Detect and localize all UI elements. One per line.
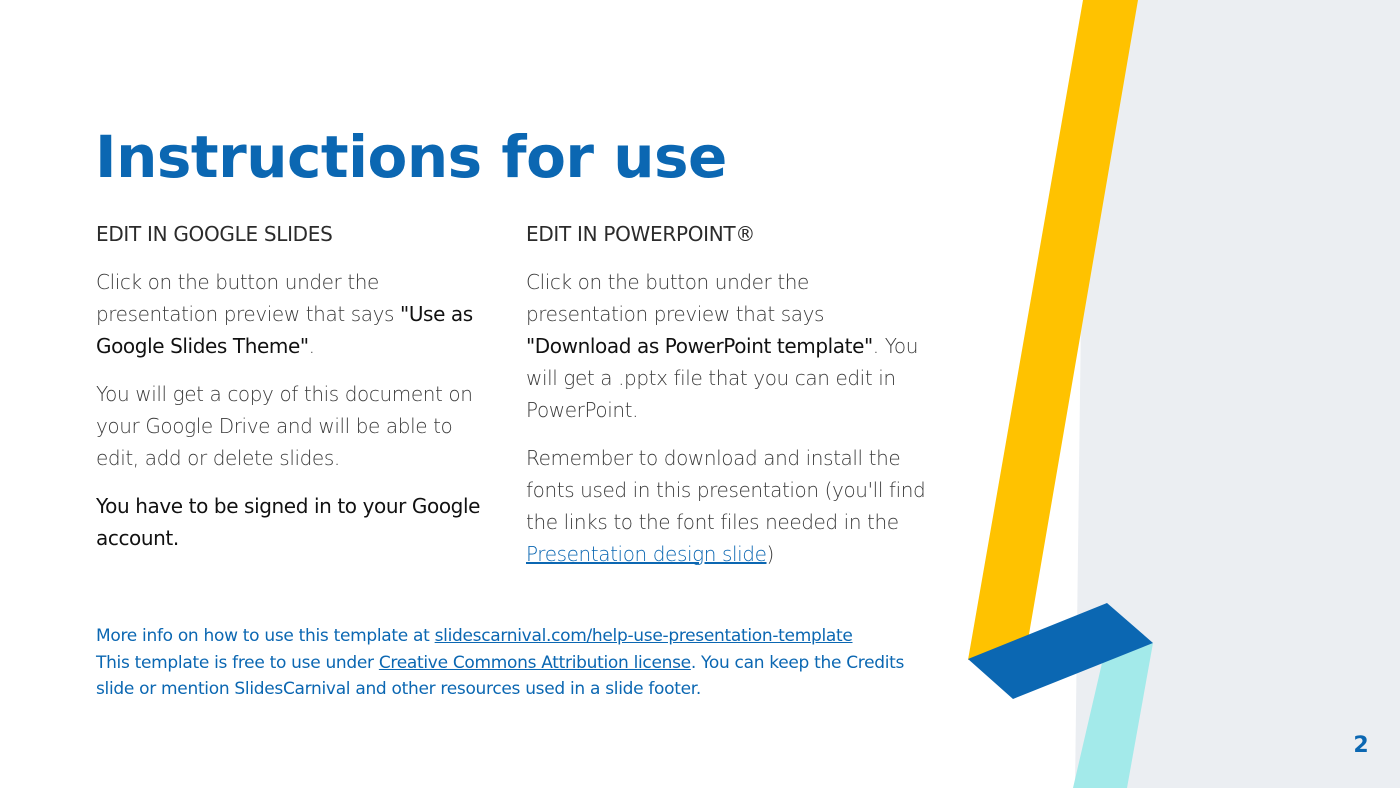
- footer-line-2-text: This template is free to use under: [96, 652, 379, 673]
- google-slides-p1-text: Click on the button under the presentation preview that says: [96, 270, 401, 326]
- presentation-design-slide-link[interactable]: Presentation design slide: [526, 542, 767, 566]
- powerpoint-p1-text: Click on the button under the presentation preview that says: [526, 270, 825, 326]
- google-slides-paragraph-3: [96, 490, 491, 554]
- powerpoint-paragraph-2: [526, 442, 926, 570]
- google-slides-paragraph-1: [96, 266, 491, 362]
- powerpoint-paragraph-1: [526, 266, 926, 426]
- google-slides-heading: EDIT IN GOOGLE SLIDES: [96, 222, 333, 246]
- powerpoint-p2-end: ): [766, 542, 774, 566]
- creative-commons-link[interactable]: Creative Commons Attribution license: [378, 652, 691, 673]
- footer-line-2: [96, 650, 916, 703]
- help-template-link[interactable]: slidescarnival.com/help-use-presentation-template: [434, 626, 853, 646]
- powerpoint-column: [526, 218, 926, 586]
- use-as-theme-emphasis: "Use as Google Slides Theme": [96, 302, 473, 358]
- powerpoint-heading: EDIT IN POWERPOINT®: [526, 222, 756, 246]
- footer-info: [96, 623, 916, 703]
- footer-line-2-end: . You can keep the Credits slide or mention SlidesCarnival and other resources used in a slide footer.: [96, 652, 905, 699]
- google-slides-paragraph-2: You will get a copy of this document on your Google Drive and will be able to edit, add or delete slides.: [96, 382, 473, 470]
- footer-line-1: [96, 623, 916, 650]
- google-slides-p1-end: .: [308, 334, 315, 358]
- slide-title: Instructions for use: [95, 123, 727, 191]
- powerpoint-p1-end: . You will get a .pptx file that you can edit in PowerPoint.: [526, 334, 918, 422]
- powerpoint-p2-text: Remember to download and install the fonts used in this presentation (you'll find the links to the font files needed in the: [526, 446, 926, 534]
- page-number: 2: [1353, 733, 1369, 758]
- footer-line-1-text: More info on how to use this template at: [96, 626, 435, 646]
- signed-in-note: You have to be signed in to your Google account.: [96, 494, 481, 550]
- download-template-emphasis: "Download as PowerPoint template": [526, 334, 873, 358]
- google-slides-column: [96, 218, 491, 570]
